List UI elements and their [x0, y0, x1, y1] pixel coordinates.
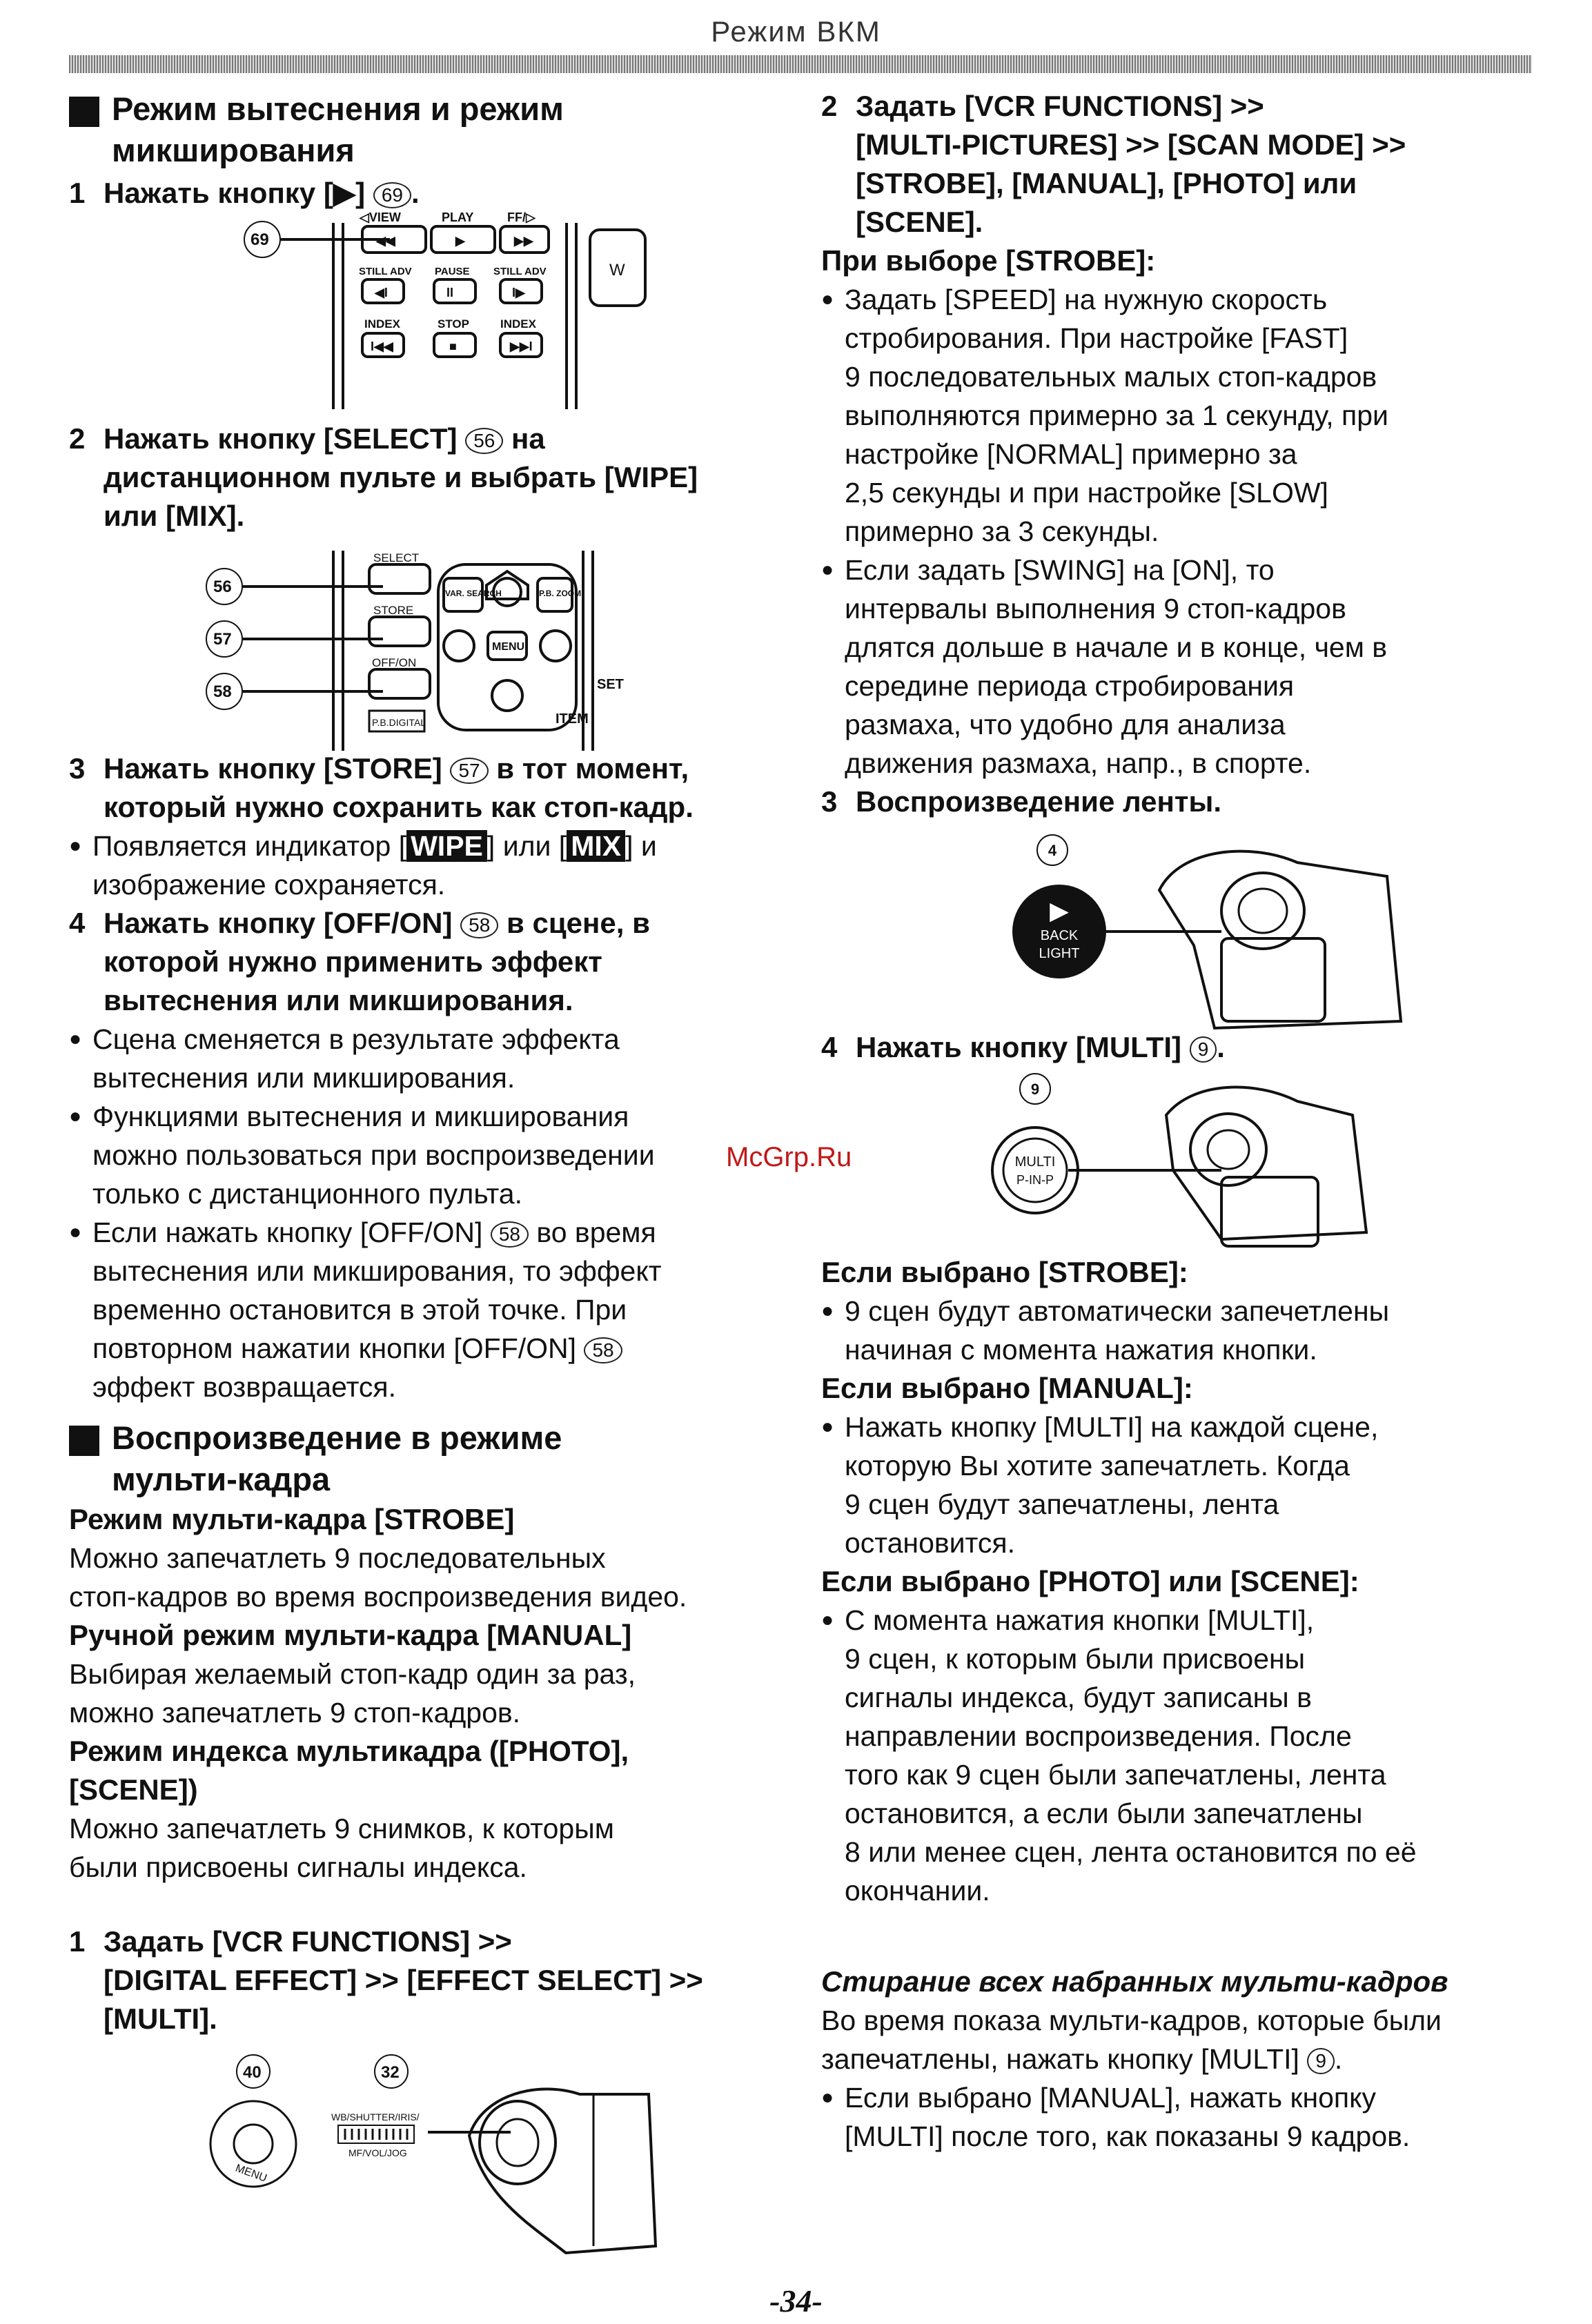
step-2-scan-mode: 2 Задать [VCR FUNCTIONS] >> [MULTI-PICTURES] >> [SCAN MODE] >> [STROBE], [MANUAL], [PHOTO] или [SCENE]. [821, 90, 1406, 238]
svg-text:WB/SHUTTER/IRIS/: WB/SHUTTER/IRIS/ [331, 2111, 420, 2123]
if-manual-note: ● Нажать кнопку [MULTI] на каждой сцене, которую Вы хотите запечатлеть. Когда 9 сцен будут запечатлены, лента остановится. [821, 1408, 1546, 1562]
svg-text:▶: ▶ [455, 234, 465, 248]
camera-multi-button-illustration [994, 1074, 1380, 1253]
ref-callout: 56 [465, 428, 503, 454]
svg-text:BACK: BACK [1040, 928, 1079, 943]
ref-callout: 9 [1307, 2048, 1335, 2074]
right-column [821, 87, 1546, 2156]
svg-text:SELECT: SELECT [373, 551, 420, 564]
ref-callout: 58 [584, 1337, 622, 1363]
if-manual-heading: Если выбрано [MANUAL]: [821, 1372, 1193, 1404]
svg-text:57: 57 [213, 630, 232, 649]
svg-text:◀I: ◀I [375, 286, 388, 299]
ref-callout: 58 [460, 912, 498, 938]
section-marker [69, 97, 99, 127]
step-3-note: ● Появляется индикатор [ WIPE ] или [ MIX ] и изображение сохраняется. [69, 827, 780, 904]
svg-text:W: W [609, 261, 625, 279]
left-column [69, 88, 780, 2038]
step-4-note: ● Сцена сменяется в результате эффекта вытеснения или микширования. [69, 1020, 780, 1097]
svg-text:OFF/ON: OFF/ON [372, 656, 417, 669]
ref-callout: 58 [491, 1221, 529, 1248]
svg-text:◀◀: ◀◀ [376, 234, 395, 248]
camera-menu-dial-illustration [207, 2053, 662, 2260]
step-3: 3 Нажать кнопку [STORE] 57 в тот момент, который нужно сохранить как стоп-кадр. [69, 752, 694, 823]
svg-text:STILL ADV: STILL ADV [359, 266, 412, 277]
erase-text: Во время показа мульти-кадров, которые были запечатлены, нажать кнопку [MULTI] 9 . [821, 2005, 1442, 2075]
svg-text:P.B.DIGITAL: P.B.DIGITAL [372, 717, 426, 728]
svg-text:▶▶I: ▶▶I [510, 339, 533, 353]
watermark-text: McGrp.Ru [726, 1142, 852, 1172]
strobe-selected-heading: При выборе [STROBE]: [821, 244, 1156, 277]
erase-note: ● Если выбрано [MANUAL], нажать кнопку [MULTI] после того, как показаны 9 кадров. [821, 2078, 1546, 2156]
svg-text:MF/VOL/JOG: MF/VOL/JOG [348, 2147, 407, 2158]
step-3-play: 3 Воспроизведение ленты. [821, 785, 1221, 818]
svg-text:32: 32 [381, 2063, 400, 2082]
step-set-multi: 1 Задать [VCR FUNCTIONS] >> [DIGITAL EFFECT] >> [EFFECT SELECT] >> [MULTI]. [69, 1925, 703, 2035]
if-photo-note: ● С момента нажатия кнопки [MULTI], 9 сцен, к которым были присвоены сигналы индекса, будут записаны в направлении воспроизведения. После того как 9 сцен были запечатлены, лента остановится, а если были запечатлены 8 или менее сцен, лента остановится по её окончании. [821, 1601, 1546, 1910]
svg-text:SET: SET [597, 677, 624, 692]
remote-playback-buttons-illustration [169, 210, 652, 409]
svg-text:II: II [446, 286, 454, 299]
strobe-mode-text: Можно запечатлеть 9 последовательных стоп-кадров во время воспроизведения видео. [69, 1542, 687, 1613]
svg-text:INDEX: INDEX [500, 317, 536, 331]
ref-callout: 9 [1190, 1036, 1217, 1063]
strobe-mode-heading: Режим мульти-кадра [STROBE] [69, 1503, 515, 1535]
note-remote-only: ● Функциями вытеснения и микширования можно пользоваться при воспроизведении только с дистанционного пульта. [69, 1097, 780, 1213]
svg-text:VAR. SEARCH: VAR. SEARCH [445, 589, 502, 598]
svg-text:I◀◀: I◀◀ [371, 339, 393, 353]
svg-text:▶▶: ▶▶ [514, 234, 533, 248]
manual-mode-heading: Ручной режим мульти-кадра [MANUAL] [69, 1619, 632, 1651]
svg-text:FF/▷: FF/▷ [507, 210, 535, 224]
svg-text:INDEX: INDEX [364, 317, 400, 331]
if-photo-heading: Если выбрано [PHOTO] или [SCENE]: [821, 1565, 1359, 1597]
mix-indicator: MIX [567, 830, 625, 862]
fig1-callout: 69 [250, 230, 269, 249]
if-strobe-heading: Если выбрано [STROBE]: [821, 1256, 1188, 1288]
svg-text:STORE: STORE [373, 604, 414, 617]
ref-callout: 69 [373, 182, 411, 208]
svg-text:I▶: I▶ [512, 286, 525, 299]
camera-play-button-illustration [987, 835, 1415, 1035]
header-band [69, 55, 1532, 73]
svg-text:MENU: MENU [233, 2162, 268, 2185]
speed-note: ● Задать [SPEED] на нужную скорость стробирования. При настройке [FAST] 9 последовательных малых стоп-кадров выполняются примерно за 1 секунду, при настройке [NORMAL] примерно за 2,5 секунды и при настройке [SLOW] примерно за 3 секунды. [821, 280, 1546, 551]
step-1: 1 Нажать кнопку [▶] 69 . [69, 177, 420, 209]
erase-heading: Стирание всех набранных мульти-кадров [821, 1965, 1448, 1998]
svg-text:STILL ADV: STILL ADV [493, 266, 547, 277]
svg-text:▶: ▶ [1050, 896, 1069, 925]
section-heading-multi-picture: Воспроизведение в режиме мульти-кадра [69, 1417, 780, 1500]
swing-note: ● Если задать [SWING] на [ON], то интервалы выполнения 9 стоп-кадров длятся дольше в начале и в конце, чем в середине периода стробирования размаха, что удобно для анализа движения размаха, напр., в спорте. [821, 551, 1546, 782]
svg-text:P.B. ZOOM: P.B. ZOOM [539, 589, 582, 598]
step-4: 4 Нажать кнопку [OFF/ON] 58 в сцене, в которой нужно применить эффект вытеснения или микширования. [69, 907, 650, 1016]
if-strobe-note: ● 9 сцен будут автоматически запечетлены начиная с момента нажатия кнопки. [821, 1292, 1546, 1369]
index-mode-heading: Режим индекса мультикадра ([PHOTO], [SCENE]) [69, 1735, 629, 1806]
step-4-multi: 4 Нажать кнопку [MULTI] 9 . [821, 1031, 1225, 1063]
section-marker [69, 1426, 99, 1456]
svg-text:PLAY: PLAY [442, 210, 474, 224]
index-mode-text: Можно запечатлеть 9 снимков, к которым были присвоены сигналы индекса. [69, 1813, 614, 1883]
wipe-indicator: WIPE [406, 830, 487, 862]
page-header-title: Режим ВКМ [711, 15, 881, 48]
svg-text:9: 9 [1030, 1081, 1040, 1098]
svg-text:■: ■ [449, 339, 457, 353]
svg-text:STOP: STOP [438, 317, 469, 331]
svg-text:P-IN-P: P-IN-P [1016, 1173, 1054, 1187]
step-2: 2 Нажать кнопку [SELECT] 56 на дистанционном пульте и выбрать [WIPE] или [MIX]. [69, 422, 698, 532]
note-pause-effect: ● Если нажать кнопку [OFF/ON] 58 во время вытеснения или микширования, то эффект временно остановится в этой точке. При повторном нажатии кнопки [OFF/ON] 58 эффект возвращается. [69, 1213, 780, 1406]
svg-text:4: 4 [1048, 842, 1057, 859]
svg-text:PAUSE: PAUSE [435, 266, 470, 277]
manual-mode-text: Выбирая желаемый стоп-кадр один за раз, можно запечатлеть 9 стоп-кадров. [69, 1658, 636, 1729]
section-heading-wipe-mix: Режим вытеснения и режим микширования [69, 88, 780, 171]
svg-text:LIGHT: LIGHT [1039, 946, 1080, 961]
fig5-block [821, 1067, 1546, 1253]
svg-text:◁VIEW: ◁VIEW [360, 210, 401, 224]
svg-text:ITEM: ITEM [556, 711, 589, 727]
svg-text:58: 58 [213, 682, 232, 701]
fig4-block [821, 821, 1546, 1028]
page-number: -34- [769, 2283, 823, 2318]
svg-text:MULTI: MULTI [1014, 1154, 1056, 1170]
ref-callout: 57 [450, 758, 488, 784]
svg-text:40: 40 [243, 2063, 262, 2082]
svg-text:MENU: MENU [492, 641, 525, 653]
svg-text:56: 56 [213, 578, 232, 596]
remote-select-store-buttons-illustration [169, 551, 652, 751]
